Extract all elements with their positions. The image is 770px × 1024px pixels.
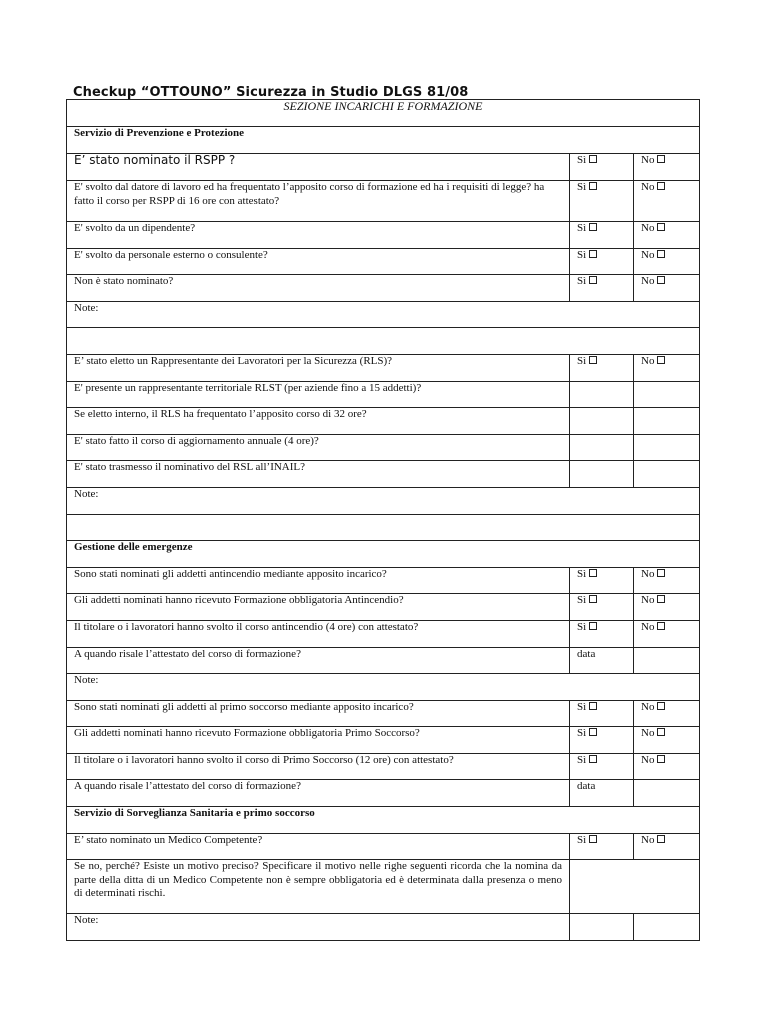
question-text: Il titolare o i lavoratori hanno svolto il corso di Primo Soccorso (12 ore) con attestato?	[67, 753, 570, 780]
question-text: Non è stato nominato?	[67, 275, 570, 302]
question-text: A quando risale l’attestato del corso di formazione?	[67, 647, 570, 674]
no-checkbox[interactable]	[634, 727, 700, 754]
yes-label: Sì	[577, 354, 587, 367]
checkbox-square-icon[interactable]	[657, 755, 665, 763]
checkbox-square-icon[interactable]	[589, 276, 597, 284]
yes-checkbox[interactable]	[570, 248, 634, 275]
note-field[interactable]: Note:	[67, 487, 700, 514]
no-label: No	[641, 594, 655, 607]
yes-label: Sì	[577, 833, 587, 846]
checkbox-square-icon[interactable]	[657, 223, 665, 231]
no-label: No	[641, 620, 655, 633]
empty-cell[interactable]	[634, 408, 700, 435]
no-checkbox[interactable]	[634, 154, 700, 181]
yes-label: Sì	[577, 727, 587, 740]
yes-label: Sì	[577, 620, 587, 633]
question-row	[67, 567, 700, 594]
no-label: No	[641, 275, 655, 288]
question-row	[67, 408, 700, 435]
empty-cell[interactable]	[570, 434, 634, 461]
checkbox-square-icon[interactable]	[589, 702, 597, 710]
no-label: No	[641, 154, 655, 166]
subsection-title: Gestione delle emergenze	[67, 541, 700, 568]
empty-cell[interactable]	[570, 461, 634, 488]
no-label: No	[641, 753, 655, 766]
checkbox-square-icon[interactable]	[589, 622, 597, 630]
empty-cell[interactable]	[570, 381, 634, 408]
empty-cell[interactable]	[634, 914, 700, 941]
checkbox-square-icon[interactable]	[589, 250, 597, 258]
no-checkbox[interactable]	[634, 620, 700, 647]
yes-checkbox[interactable]	[570, 594, 634, 621]
blank-cell	[67, 514, 700, 541]
yes-checkbox[interactable]	[570, 727, 634, 754]
empty-cell[interactable]	[634, 381, 700, 408]
blank-row	[67, 514, 700, 541]
question-row	[67, 354, 700, 381]
question-text: E' stato fatto il corso di aggiornamento annuale (4 ore)?	[67, 434, 570, 461]
yes-checkbox[interactable]	[570, 275, 634, 302]
question-row	[67, 381, 700, 408]
note-row	[67, 301, 700, 328]
subsection-title: Servizio di Prevenzione e Protezione	[67, 127, 700, 154]
question-text: Sono stati nominati gli addetti al primo soccorso mediante apposito incarico?	[67, 700, 570, 727]
yes-checkbox[interactable]	[570, 181, 634, 222]
yes-label: Sì	[577, 700, 587, 713]
yes-label: Sì	[577, 275, 587, 288]
checkbox-square-icon[interactable]	[657, 250, 665, 258]
yes-checkbox[interactable]	[570, 833, 634, 860]
question-row	[67, 860, 700, 914]
document-title: Checkup “OTTOUNO” Sicurezza in Studio DLGS 81/08	[73, 85, 469, 100]
yes-label: Sì	[577, 567, 587, 580]
question-text: Gli addetti nominati hanno ricevuto Formazione obbligatoria Antincendio?	[67, 594, 570, 621]
question-text: E' stato trasmesso il nominativo del RSL all’INAIL?	[67, 461, 570, 488]
empty-cell[interactable]	[634, 434, 700, 461]
yes-label: Sì	[577, 154, 587, 166]
no-checkbox[interactable]	[634, 753, 700, 780]
question-row	[67, 780, 700, 807]
yes-checkbox[interactable]	[570, 567, 634, 594]
yes-checkbox[interactable]	[570, 620, 634, 647]
no-label: No	[641, 727, 655, 740]
subsection-title: Servizio di Sorveglianza Sanitaria e primo soccorso	[67, 807, 700, 834]
checkbox-square-icon[interactable]	[657, 622, 665, 630]
question-row	[67, 154, 700, 181]
question-row	[67, 275, 700, 302]
question-text: Note:	[67, 914, 570, 941]
question-row	[67, 753, 700, 780]
question-text: Gli addetti nominati hanno ricevuto Formazione obbligatoria Primo Soccorso?	[67, 727, 570, 754]
question-text: Se no, perché? Esiste un motivo preciso? Specificare il motivo nelle righe seguenti ricorda che la nomina da parte della ditta di un Medico Competente non è sempre obbligatoria ed è determinata dalla presenza o meno di determinati rischi.	[67, 860, 570, 914]
checkbox-square-icon[interactable]	[589, 356, 597, 364]
yes-checkbox[interactable]	[570, 222, 634, 249]
question-row	[67, 833, 700, 860]
checkbox-square-icon[interactable]	[657, 356, 665, 364]
subsection-row	[67, 807, 700, 834]
checkbox-square-icon[interactable]	[589, 835, 597, 843]
yes-label: Sì	[577, 594, 587, 607]
no-checkbox[interactable]	[634, 594, 700, 621]
no-checkbox[interactable]	[634, 700, 700, 727]
checkbox-square-icon[interactable]	[657, 276, 665, 284]
answer-field[interactable]	[570, 860, 700, 914]
yes-label: Sì	[577, 222, 587, 234]
question-row	[67, 248, 700, 275]
no-label: No	[641, 567, 655, 580]
checkbox-square-icon[interactable]	[657, 182, 665, 190]
question-text: Il titolare o i lavoratori hanno svolto il corso antincendio (4 ore) con attestato?	[67, 620, 570, 647]
checkbox-square-icon[interactable]	[589, 569, 597, 577]
section-header: SEZIONE INCARICHI E FORMAZIONE	[67, 100, 700, 127]
note-field[interactable]: Note:	[67, 301, 700, 328]
no-checkbox[interactable]	[634, 275, 700, 302]
checkbox-square-icon[interactable]	[657, 835, 665, 843]
no-checkbox[interactable]	[634, 222, 700, 249]
question-text: E’ stato eletto un Rappresentante dei Lavoratori per la Sicurezza (RLS)?	[67, 354, 570, 381]
yes-label: Sì	[577, 753, 587, 766]
yes-label: Sì	[577, 248, 587, 261]
question-row	[67, 461, 700, 488]
checkbox-square-icon[interactable]	[589, 755, 597, 763]
question-text: E' svolto dal datore di lavoro ed ha frequentato l’apposito corso di formazione ed ha i requisiti di legge? ha fatto il corso per RSPP di 16 ore con attestato?	[67, 181, 570, 222]
yes-checkbox[interactable]	[570, 700, 634, 727]
empty-cell[interactable]	[570, 408, 634, 435]
empty-cell[interactable]	[634, 461, 700, 488]
checkbox-square-icon[interactable]	[657, 595, 665, 603]
question-row	[67, 434, 700, 461]
question-row	[67, 914, 700, 941]
checkbox-square-icon[interactable]	[589, 155, 597, 163]
no-checkbox[interactable]	[634, 567, 700, 594]
question-row	[67, 181, 700, 222]
no-label: No	[641, 354, 655, 367]
yes-checkbox[interactable]	[570, 154, 634, 181]
no-label: No	[641, 248, 655, 261]
question-text: A quando risale l’attestato del corso di formazione?	[67, 780, 570, 807]
date-field[interactable]: data	[570, 647, 634, 674]
checkbox-square-icon[interactable]	[657, 569, 665, 577]
no-label: No	[641, 833, 655, 846]
checkbox-square-icon[interactable]	[589, 223, 597, 231]
question-text: E' svolto da un dipendente?	[67, 222, 570, 249]
empty-cell	[634, 647, 700, 674]
note-row	[67, 487, 700, 514]
checkbox-square-icon[interactable]	[657, 155, 665, 163]
no-checkbox[interactable]	[634, 833, 700, 860]
question-row	[67, 594, 700, 621]
no-checkbox[interactable]	[634, 354, 700, 381]
no-label: No	[641, 700, 655, 713]
no-checkbox[interactable]	[634, 181, 700, 222]
checklist-table	[66, 99, 700, 941]
checkbox-square-icon[interactable]	[589, 728, 597, 736]
question-row	[67, 700, 700, 727]
question-text: E' presente un rappresentante territoriale RLST (per aziende fino a 15 addetti)?	[67, 381, 570, 408]
note-field[interactable]: Note:	[67, 674, 700, 701]
question-row	[67, 647, 700, 674]
subsection-row	[67, 127, 700, 154]
question-row	[67, 620, 700, 647]
subsection-row	[67, 541, 700, 568]
checkbox-square-icon[interactable]	[657, 728, 665, 736]
question-row	[67, 727, 700, 754]
yes-label: Sì	[577, 181, 587, 193]
no-label: No	[641, 222, 655, 234]
empty-cell	[634, 780, 700, 807]
section-header-row	[67, 100, 700, 127]
question-text: E’ stato nominato il RSPP ?	[67, 154, 570, 181]
checkbox-square-icon[interactable]	[657, 702, 665, 710]
no-checkbox[interactable]	[634, 248, 700, 275]
question-text: Se eletto interno, il RLS ha frequentato l’apposito corso di 32 ore?	[67, 408, 570, 435]
checkbox-square-icon[interactable]	[589, 595, 597, 603]
question-text: E' svolto da personale esterno o consulente?	[67, 248, 570, 275]
date-field[interactable]: data	[570, 780, 634, 807]
note-row	[67, 674, 700, 701]
checkbox-square-icon[interactable]	[589, 182, 597, 190]
yes-checkbox[interactable]	[570, 753, 634, 780]
question-text: E’ stato nominato un Medico Competente?	[67, 833, 570, 860]
blank-row	[67, 328, 700, 355]
yes-checkbox[interactable]	[570, 354, 634, 381]
question-text: Sono stati nominati gli addetti antincendio mediante apposito incarico?	[67, 567, 570, 594]
blank-cell	[67, 328, 700, 355]
question-row	[67, 222, 700, 249]
empty-cell[interactable]	[570, 914, 634, 941]
no-label: No	[641, 181, 655, 193]
